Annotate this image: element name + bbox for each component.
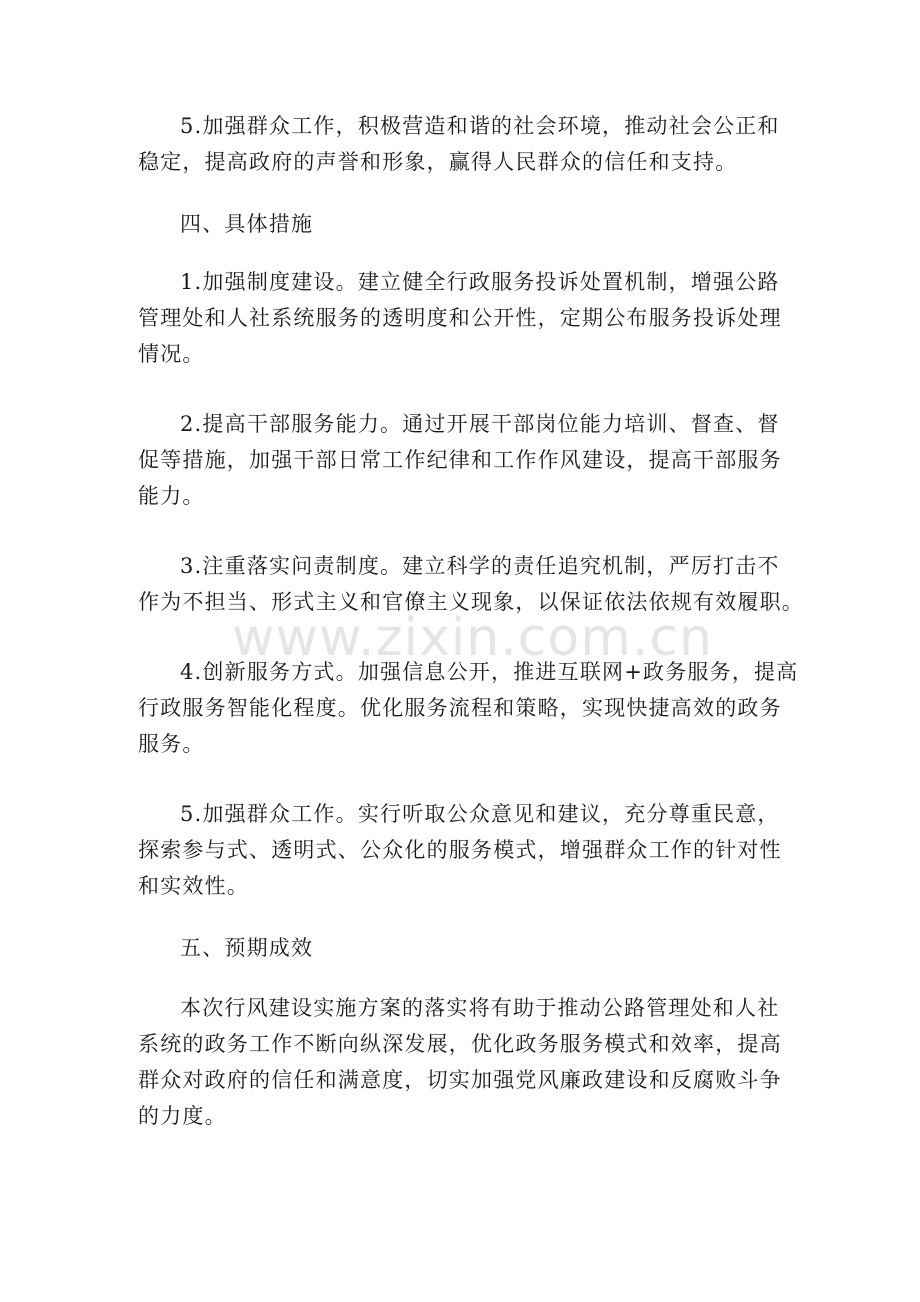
paragraph-expected-results [138, 990, 782, 1134]
paragraph-line: 的力度。 [138, 1104, 227, 1128]
paragraph-cadre-capacity [138, 406, 782, 514]
paragraph-line: 促等措施，加强干部日常工作纪律和工作作风建设，提高干部服务 [138, 448, 782, 472]
section-heading-measures: 四、具体措施 [180, 212, 314, 236]
section-heading-expected-results: 五、预期成效 [180, 936, 314, 960]
paragraph-line: 行政服务智能化程度。优化服务流程和策略，实现快捷高效的政务 [138, 696, 782, 720]
watermark: www.zixin.com.cn [232, 608, 713, 668]
paragraph-line: 作为不担当、形式主义和官僚主义现象，以保证依法依规有效履职。 [138, 590, 804, 614]
paragraph-line: 本次行风建设实施方案的落实将有助于推动公路管理处和人社 [180, 996, 780, 1020]
paragraph-line: 3.注重落实问责制度。建立科学的责任追究机制，严厉打击不 [180, 554, 780, 578]
paragraph-line: 和实效性。 [138, 874, 249, 898]
paragraph-line: 探索参与式、透明式、公众化的服务模式，增强群众工作的针对性 [138, 838, 782, 862]
paragraph-service-innovation [138, 654, 799, 762]
paragraph-accountability [138, 548, 804, 620]
paragraph-line: 5.加强群众工作。实行听取公众意见和建议，充分尊重民意， [180, 802, 780, 826]
paragraph-line: 情况。 [138, 342, 205, 366]
paragraph-system-building [138, 264, 782, 372]
paragraph-line: 稳定，提高政府的声誉和形象，赢得人民群众的信任和支持。 [138, 150, 738, 174]
paragraph-line: 1.加强制度建设。建立健全行政服务投诉处置机制，增强公路 [180, 270, 780, 294]
paragraph-line: 2.提高干部服务能力。通过开展干部岗位能力培训、督查、督 [180, 412, 780, 436]
paragraph-line: 群众对政府的信任和满意度，切实加强党风廉政建设和反腐败斗争 [138, 1068, 782, 1092]
paragraph-line: 服务。 [138, 732, 205, 756]
paragraph-line: 管理处和人社系统服务的透明度和公开性，定期公布服务投诉处理 [138, 306, 782, 330]
paragraph-line: 系统的政务工作不断向纵深发展，优化政务服务模式和效率，提高 [138, 1032, 782, 1056]
paragraph-line: 4.创新服务方式。加强信息公开，推进互联网+政务服务，提高 [180, 660, 799, 684]
paragraph-line: 5.加强群众工作，积极营造和谐的社会环境，推动社会公正和 [180, 114, 780, 138]
paragraph-line: 能力。 [138, 484, 205, 508]
paragraph-public-work [138, 796, 782, 904]
paragraph-public-work-top [138, 108, 778, 180]
